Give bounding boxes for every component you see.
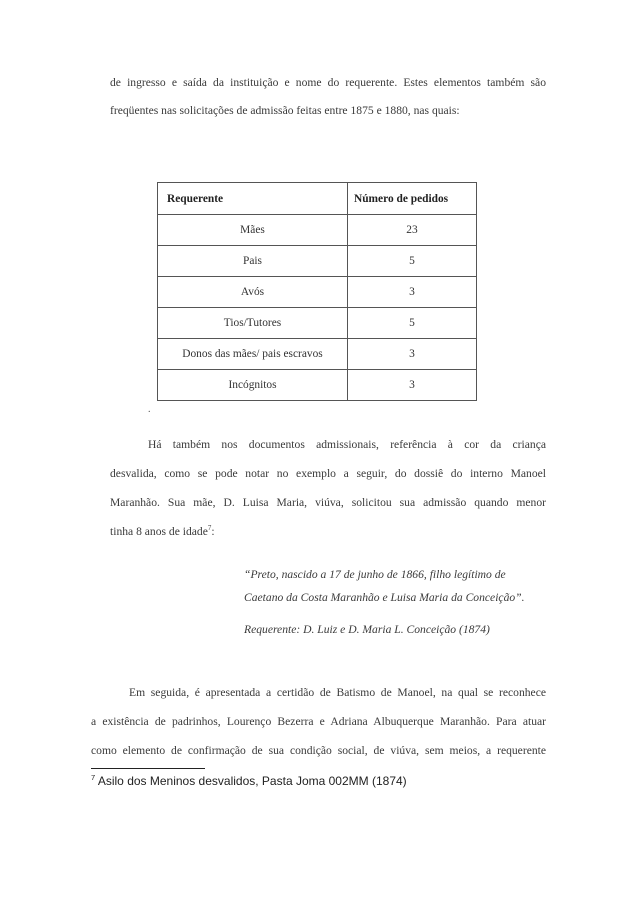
cell-requerente: Tios/Tutores (158, 308, 348, 339)
table-row (158, 215, 477, 246)
quote-line-3: Requerente: D. Luiz e D. Maria L. Conceição (1874) (244, 623, 490, 636)
cell-pedidos: 3 (348, 277, 477, 308)
paragraph3-line-3: como elemento de confirmação de sua condição social, de viúva, sem meios, a requerente (91, 744, 546, 757)
cell-requerente: Incógnitos (158, 370, 348, 401)
cell-pedidos: 3 (348, 370, 477, 401)
cell-pedidos: 3 (348, 339, 477, 370)
quote-line-1: “Preto, nascido a 17 de junho de 1866, filho legítimo de (244, 568, 506, 581)
cell-requerente: Avós (158, 277, 348, 308)
cell-pedidos: 23 (348, 215, 477, 246)
paragraph2-line-4-text: tinha 8 anos de idade (110, 525, 208, 538)
table-header-row (158, 183, 477, 215)
requerente-table (157, 182, 477, 401)
table-row (158, 246, 477, 277)
intro-line-1: de ingresso e saída da instituição e nome do requerente. Estes elementos também são (110, 76, 546, 89)
stray-mark: . (148, 404, 151, 415)
footnote (91, 774, 407, 788)
paragraph2-line-1: Há também nos documentos admissionais, referência à cor da criança (148, 438, 546, 451)
footnote-text: Asilo dos Meninos desvalidos, Pasta Joma 002MM (1874) (95, 774, 407, 788)
quote-line-2: Caetano da Costa Maranhão e Luisa Maria da Conceição”. (244, 591, 525, 604)
header-requerente: Requerente (158, 183, 348, 215)
cell-requerente: Donos das mães/ pais escravos (158, 339, 348, 370)
footnote-number: 7 (91, 773, 96, 782)
intro-line-2: freqüentes nas solicitações de admissão feitas entre 1875 e 1880, nas quais: (110, 104, 460, 117)
cell-pedidos: 5 (348, 308, 477, 339)
cell-pedidos: 5 (348, 246, 477, 277)
paragraph2-line-4 (110, 525, 546, 539)
table-row (158, 339, 477, 370)
paragraph3-line-1: Em seguida, é apresentada a certidão de Batismo de Manoel, na qual se reconhece (129, 686, 546, 699)
paragraph2-line-4-end: : (211, 525, 215, 538)
paragraph3-line-2: a existência de padrinhos, Lourenço Bezerra e Adriana Albuquerque Maranhão. Para atuar (91, 715, 546, 728)
cell-requerente: Pais (158, 246, 348, 277)
footnote-ref: 7 (207, 524, 212, 533)
cell-requerente: Mães (158, 215, 348, 246)
paragraph2-line-2: desvalida, como se pode notar no exemplo a seguir, do dossiê do interno Manoel (110, 467, 546, 480)
table-row (158, 277, 477, 308)
header-numero-pedidos: Número de pedidos (348, 183, 477, 215)
table-row (158, 308, 477, 339)
footnote-separator (91, 768, 205, 769)
paragraph2-line-3: Maranhão. Sua mãe, D. Luisa Maria, viúva, solicitou sua admissão quando menor (110, 496, 546, 509)
table-row (158, 370, 477, 401)
